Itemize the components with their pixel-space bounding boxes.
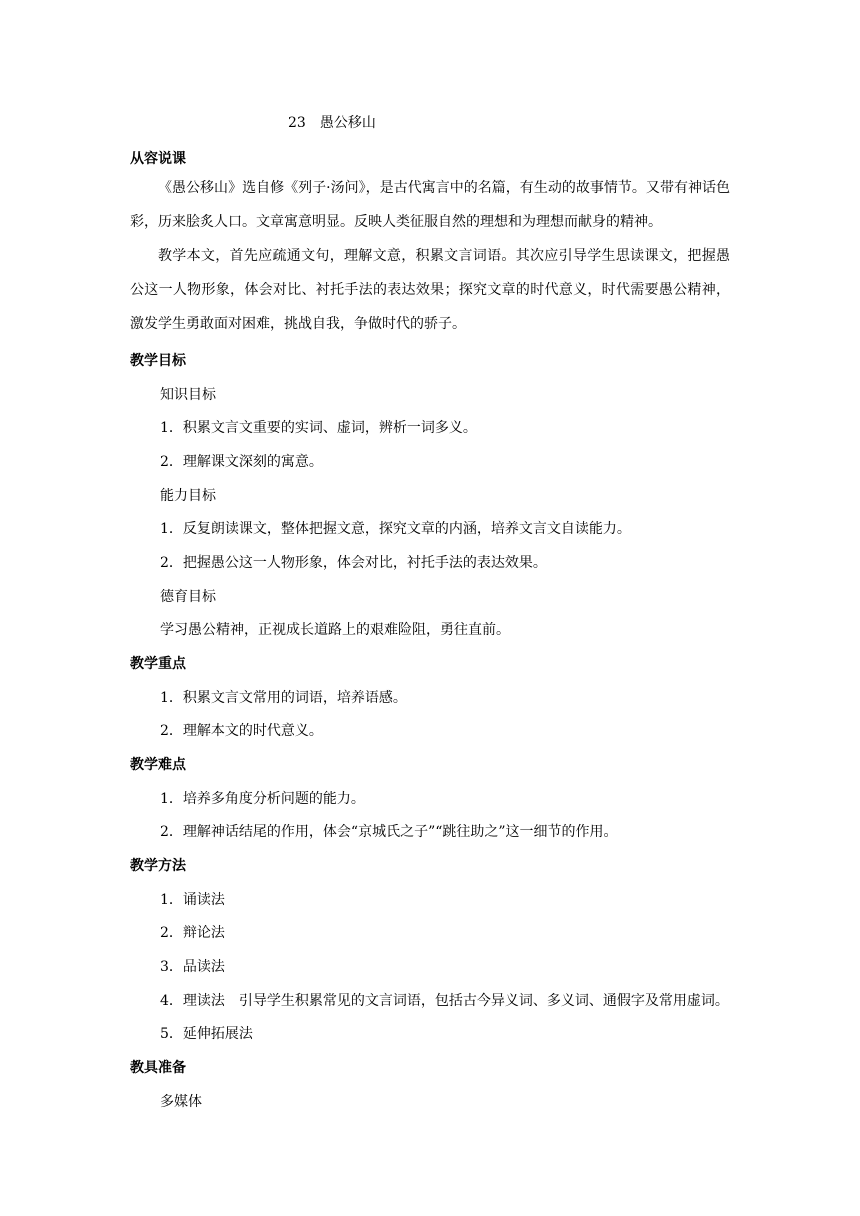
difficulty-item: 2．理解神话结尾的作用，体会“京城氏之子”“跳往助之”这一细节的作用。 — [160, 824, 618, 840]
goal-item: 2．理解课文深刻的寓意。 — [160, 454, 323, 470]
goal-subheading-ability: 能力目标 — [160, 488, 216, 504]
section-heading-goals: 教学目标 — [130, 353, 186, 369]
method-item: 4．理读法 引导学生积累常见的文言词语，包括古今异义词、多义词、通假字及常用虚词。 — [160, 993, 729, 1009]
goal-item: 2．把握愚公这一人物形象，体会对比，衬托手法的表达效果。 — [160, 555, 547, 571]
goal-item: 1．反复朗读课文，整体把握文意，探究文章的内涵，培养文言文自读能力。 — [160, 521, 631, 537]
key-point-item: 1．积累文言文常用的词语，培养语感。 — [160, 690, 407, 706]
section-heading-difficulties: 教学难点 — [130, 757, 186, 773]
paragraph-intro: 《愚公移山》选自修《列子·汤问》，是古代寓言中的名篇，有生动的故事情节。又带有神话色彩，历来脍炙人口。文章寓意明显。反映人类征服自然的理想和为理想而献身的精神。 — [130, 180, 730, 230]
goal-subheading-moral: 德育目标 — [160, 589, 216, 605]
key-point-item: 2．理解本文的时代意义。 — [160, 723, 323, 739]
goal-subheading-knowledge: 知识目标 — [160, 387, 216, 403]
difficulty-item: 1．培养多角度分析问题的能力。 — [160, 791, 365, 807]
method-item: 2．辩论法 — [160, 925, 225, 941]
paragraph-teaching: 教学本文，首先应疏通文句，理解文意，积累文言词语。其次应引导学生思读课文，把握愚公这一人物形象，体会对比、衬托手法的表达效果；探究文章的时代意义，时代需要愚公精神，激发学生勇敢面对困难，挑战自我，争做时代的骄子。 — [130, 248, 730, 332]
section-heading-lesson-talk: 从容说课 — [130, 151, 186, 167]
method-item: 1．诵读法 — [160, 892, 225, 908]
document-title: 23 愚公移山 — [288, 115, 376, 131]
section-heading-methods: 教学方法 — [130, 858, 186, 874]
goal-item: 学习愚公精神，正视成长道路上的艰难险阻，勇往直前。 — [160, 622, 510, 638]
section-heading-key-points: 教学重点 — [130, 656, 186, 672]
goal-item: 1．积累文言文重要的实词、虚词，辨析一词多义。 — [160, 420, 477, 436]
method-item: 5．延伸拓展法 — [160, 1026, 253, 1042]
section-heading-equipment: 教具准备 — [130, 1060, 186, 1076]
equipment-item: 多媒体 — [160, 1094, 202, 1110]
method-item: 3．品读法 — [160, 959, 225, 975]
